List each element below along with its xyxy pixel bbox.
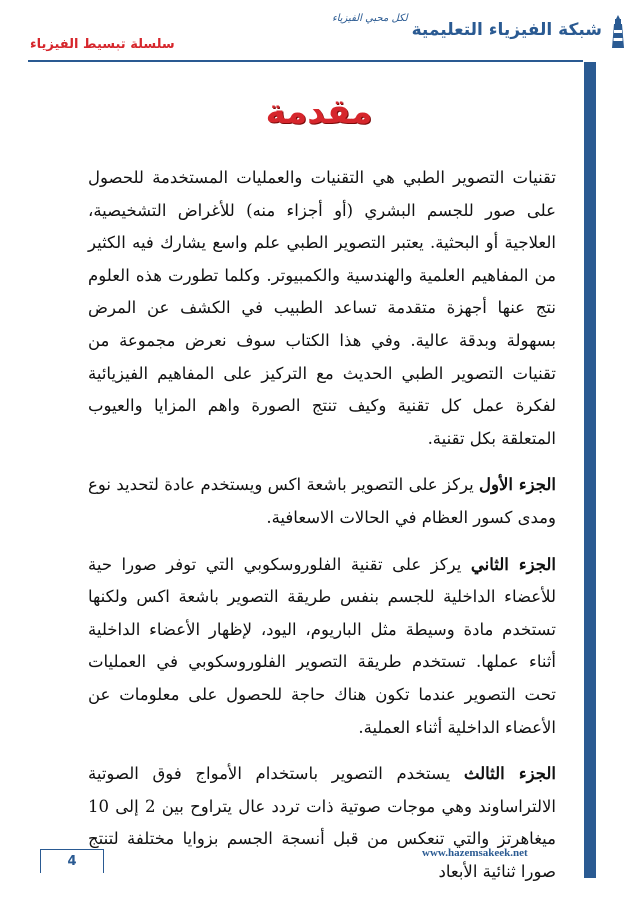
footer-website-link[interactable]: www.hazemsakeek.net	[422, 847, 528, 859]
header-divider	[28, 60, 583, 62]
lighthouse-icon	[608, 14, 628, 50]
paragraph-term: الجزء الثاني	[470, 554, 556, 574]
page-number: 4	[40, 849, 104, 873]
site-title: شبكة الفيزياء التعليمية	[411, 20, 602, 40]
paragraph-text: يركز على التصوير باشعة اكس ويستخدم عادة لتحديد نوع ومدى كسور العظام في الحالات الاسعافية.	[88, 475, 556, 527]
paragraph-text: تقنيات التصوير الطبي هي التقنيات والعمليات المستخدمة للحصول على صور للجسم البشري (أو أجزاء منه) للأغراض التشخيصية، العلاجية أو البحثية. يعتبر التصوير الطبي علم واسع يشارك فيه الكثير من المفاهيم العلمية والهندسية والكمبيوتر. وكلما تطورت هذه العلوم نتج عنها أجهزة متقدمة تساعد الطبيب في الكشف عن المرض بسهولة وبدقة عالية. وفي هذا الكتاب سوف نعرض مجموعة من تقنيات التصوير الطبي الحديث مع التركيز على المفاهيم الفيزيائية لفكرة عمل كل تقنية وكيف تنتج الصورة واهم المزايا والعيوب المتعلقة بكل تقنية.	[88, 168, 556, 448]
paragraph-text: يركز على تقنية الفلوروسكوبي التي توفر صورا حية للأعضاء الداخلية للجسم بنفس طريقة التصوير باشعة اكس ولكنها تستخدم مادة وسيطة مثل الباريوم، اليود، لإظهار الأعضاء الداخلية أثناء عملها. تستخدم طريقة التصوير الفلوروسكوبي في العمليات تحت التصوير عندما تكون هناك حاجة للحصول على معلومات عن الأعضاء الداخلية أثناء العملية.	[88, 554, 556, 737]
body-content	[88, 162, 556, 902]
paragraph-part-two	[88, 549, 556, 745]
page-title: مقدمة	[265, 92, 373, 132]
paragraph-text: يستخدم التصوير باستخدام الأمواج فوق الصوتية الالتراساوند وهي موجات صوتية ذات تردد عال يتراوح بين 2 إلى 10 ميغاهرتز والتي تنعكس من قبل أنسجة الجسم بزوايا مختلفة لتنتج صورا ثنائية الأبعاد	[88, 764, 556, 881]
paragraph-part-three	[88, 758, 556, 888]
paragraph-term: الجزء الأول	[479, 475, 556, 495]
side-decoration-bar	[584, 62, 596, 878]
paragraph-part-one	[88, 469, 556, 534]
paragraph-term: الجزء الثالث	[463, 764, 557, 784]
paragraph-intro	[88, 162, 556, 455]
page-header	[0, 0, 638, 66]
site-subtitle: لكل محبي الفيزياء	[332, 13, 408, 24]
series-title: سلسلة تبسيط الفيزياء	[30, 37, 175, 52]
